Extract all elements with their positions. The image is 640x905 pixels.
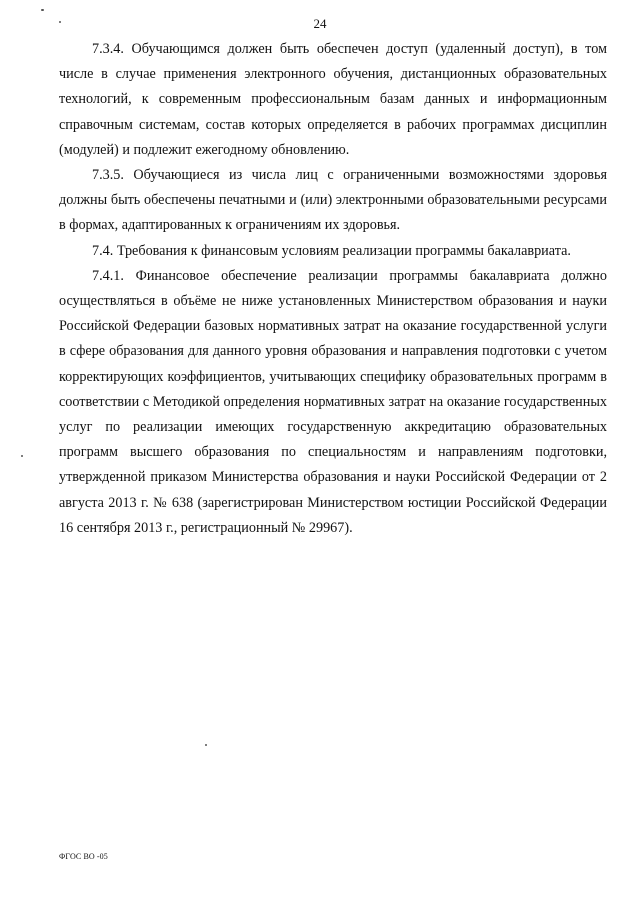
- scan-speck: [21, 455, 23, 457]
- scan-speck: [41, 9, 44, 11]
- footer-doc-code: ФГОС ВО -05: [59, 852, 108, 861]
- paragraph-7-3-4: 7.3.4. Обучающимся должен быть обеспечен доступ (удаленный доступ), в том числе в случае применения электронного обучения, дистанционных образовательных технологий, к современным профессиональным базам данных и информационным справочным системам, состав которых определяется в рабочих программах дисциплин (модулей) и подлежит ежегодному обновлению.: [59, 41, 607, 158]
- paragraph-7-3-5: 7.3.5. Обучающиеся из числа лиц с ограниченными возможностями здоровья должны быть обеспечены печатными и (или) электронными образовательными ресурсами в формах, адаптированных к ограничениям их здоровья.: [59, 167, 607, 234]
- page-number: 24: [313, 16, 327, 31]
- section-heading-7-4: 7.4. Требования к финансовым условиям реализации программы бакалавриата.: [92, 242, 571, 259]
- scan-speck: [205, 744, 207, 746]
- paragraph-7-4-1: 7.4.1. Финансовое обеспечение реализации программы бакалавриата должно осуществляться в объёме не ниже установленных Министерством образования и науки Российской Федерации базовых нормативных затрат на оказание государственной услуги в сфере образования для данного уровня образования и направления подготовки с учетом корректирующих коэффициентов, учитывающих специфику образовательных программ в соответствии с Методикой определения нормативных затрат на оказание государственных услуг по реализации имеющих государственную аккредитацию образовательных программ высшего образования по специальностям и направлениям подготовки, утвержденной приказом Министерства образования и науки Российской Федерации от 2 августа 2013 г. № 638 (зарегистрирован Министерством юстиции Российской Федерации 16 сентября 2013 г., регистрационный № 29967).: [59, 267, 607, 536]
- document-body: [59, 37, 607, 541]
